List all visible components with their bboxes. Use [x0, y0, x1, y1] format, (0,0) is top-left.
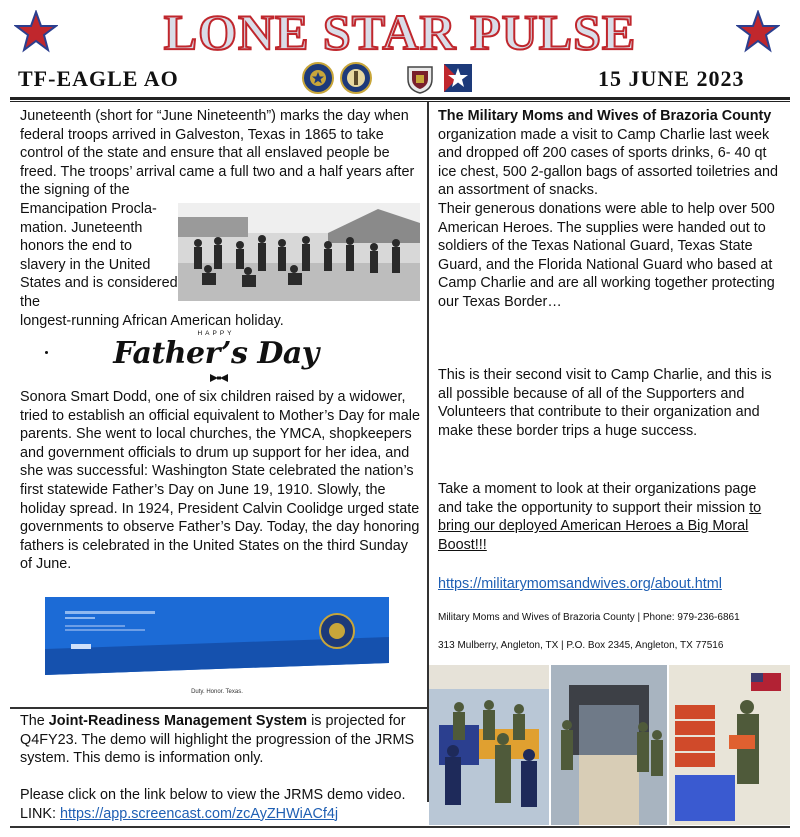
star-icon [14, 10, 58, 54]
juneteenth-paragraph: Juneteenth (short for “June Nineteenth”) marks the day when federal troops arrived in Galveston, Texas in 1865 to take control of the state and ensure that all enslaved people be freed. The troops’ arrival came a full two and a half years after the signing of the [20, 108, 415, 199]
jrms-paragraph [20, 712, 420, 768]
bullet-dot [45, 351, 48, 354]
bow-tie-icon [210, 374, 228, 382]
juneteenth-historic-photo [178, 203, 420, 301]
jrms-demo-text: Please click on the link below to view the JRMS demo video. LINK: [20, 787, 406, 822]
military-moms-text-2: Their generous donations were able to help over 500 American Heroes. The supplies were handed out to soldiers of the Texas National Guard, Texas State Guard, and the Florida National Guard who based at Camp Charlie and are all working together protecting our Texas Border… [438, 200, 775, 310]
juneteenth-closing: longest-running African American holiday. [20, 313, 284, 329]
jrms-demo-paragraph [20, 786, 420, 823]
mission-statement: to bring our deployed American Heroes a Big Moral Boost!!! [438, 499, 762, 553]
jrms-demo-link[interactable]: https://app.screencast.com/zcAyZHWiACf4j [60, 805, 339, 822]
masthead [0, 0, 800, 62]
jrms-text: is projected for Q4FY23. The demo will highlight the progression of the JRMS system. This demo is information only. [20, 713, 415, 767]
contact-line-phone: Military Moms and Wives of Brazoria County | Phone: 979-236-6861 [438, 612, 740, 623]
fathers-day-happy: HAPPY [197, 330, 235, 337]
texas-star-patch-icon [442, 62, 474, 94]
subheader [0, 62, 800, 96]
header-rule-thin [10, 101, 790, 102]
header-rule [10, 97, 790, 100]
star-icon [736, 10, 780, 54]
jrms-system-name: Joint-Readiness Management System [48, 713, 308, 729]
take-a-moment-text: Take a moment to look at their organizations page and take the opportunity to support their mission [438, 481, 757, 516]
unit-crest-icon [404, 63, 436, 95]
footer-rule [10, 826, 790, 828]
section-divider [10, 707, 427, 709]
organization-name: The Military Moms and Wives of Brazoria County [438, 108, 772, 124]
juneteenth-paragraph-wrap: Emancipation Procla-mation. Juneteenth honors the end to slavery in the United States and is considered the [20, 201, 178, 310]
jrms-screenshot-image [45, 597, 389, 707]
organization-link[interactable]: https://militarymomsandwives.org/about.html [438, 576, 722, 592]
donation-photo-collage [429, 665, 790, 825]
national-guard-seal-icon [340, 62, 372, 94]
issue-date: 15 JUNE 2023 [598, 66, 745, 91]
fathers-day-paragraph: Sonora Smart Dodd, one of six children raised by a widower, tried to establish an official equivalent to Mother’s Day for male parents. She went to local churches, the YMCA, shopkeepers and government officials to drum up support for her idea, and she was successful: Washington State celebrated the nation’s first statewide Father’s Day on June 19, 1910. Slowly, the holiday spread. In 1924, President Calvin Coolidge urged state governments to observe Father’s Day. Today, the day honoring fathers is celebrated in the United States on the third Sunday of June. [20, 389, 420, 573]
military-moms-text: organization made a visit to Camp Charlie last week and dropped off 200 cases of sports drinks, 6- 40 qt ice chest, 500 2-gallon bags of assorted toiletries and an assortment of snacks. [438, 126, 778, 199]
texas-military-seal-icon [302, 62, 334, 94]
area-of-operations-label: TF-EAGLE AO [18, 66, 179, 91]
second-visit-paragraph: This is their second visit to Camp Charlie, and this is all possible because of all of the Supporters and Volunteers that contribute to their organization and make these border trips a huge success. [438, 367, 772, 439]
take-a-moment-paragraph [438, 480, 784, 554]
organization-link-row [438, 575, 784, 594]
contact-line-address: 313 Mulberry, Angleton, TX | P.O. Box 2345, Angleton, TX 77516 [438, 640, 724, 651]
jrms-caption: Duty. Honor. Texas. [191, 689, 243, 695]
fathers-day-banner [96, 330, 336, 386]
fathers-day-title: Father’s Day [113, 336, 319, 371]
newsletter-title: LONE STAR PULSE [163, 4, 637, 60]
jrms-prefix: The [20, 713, 49, 729]
military-moms-paragraph [438, 107, 784, 312]
